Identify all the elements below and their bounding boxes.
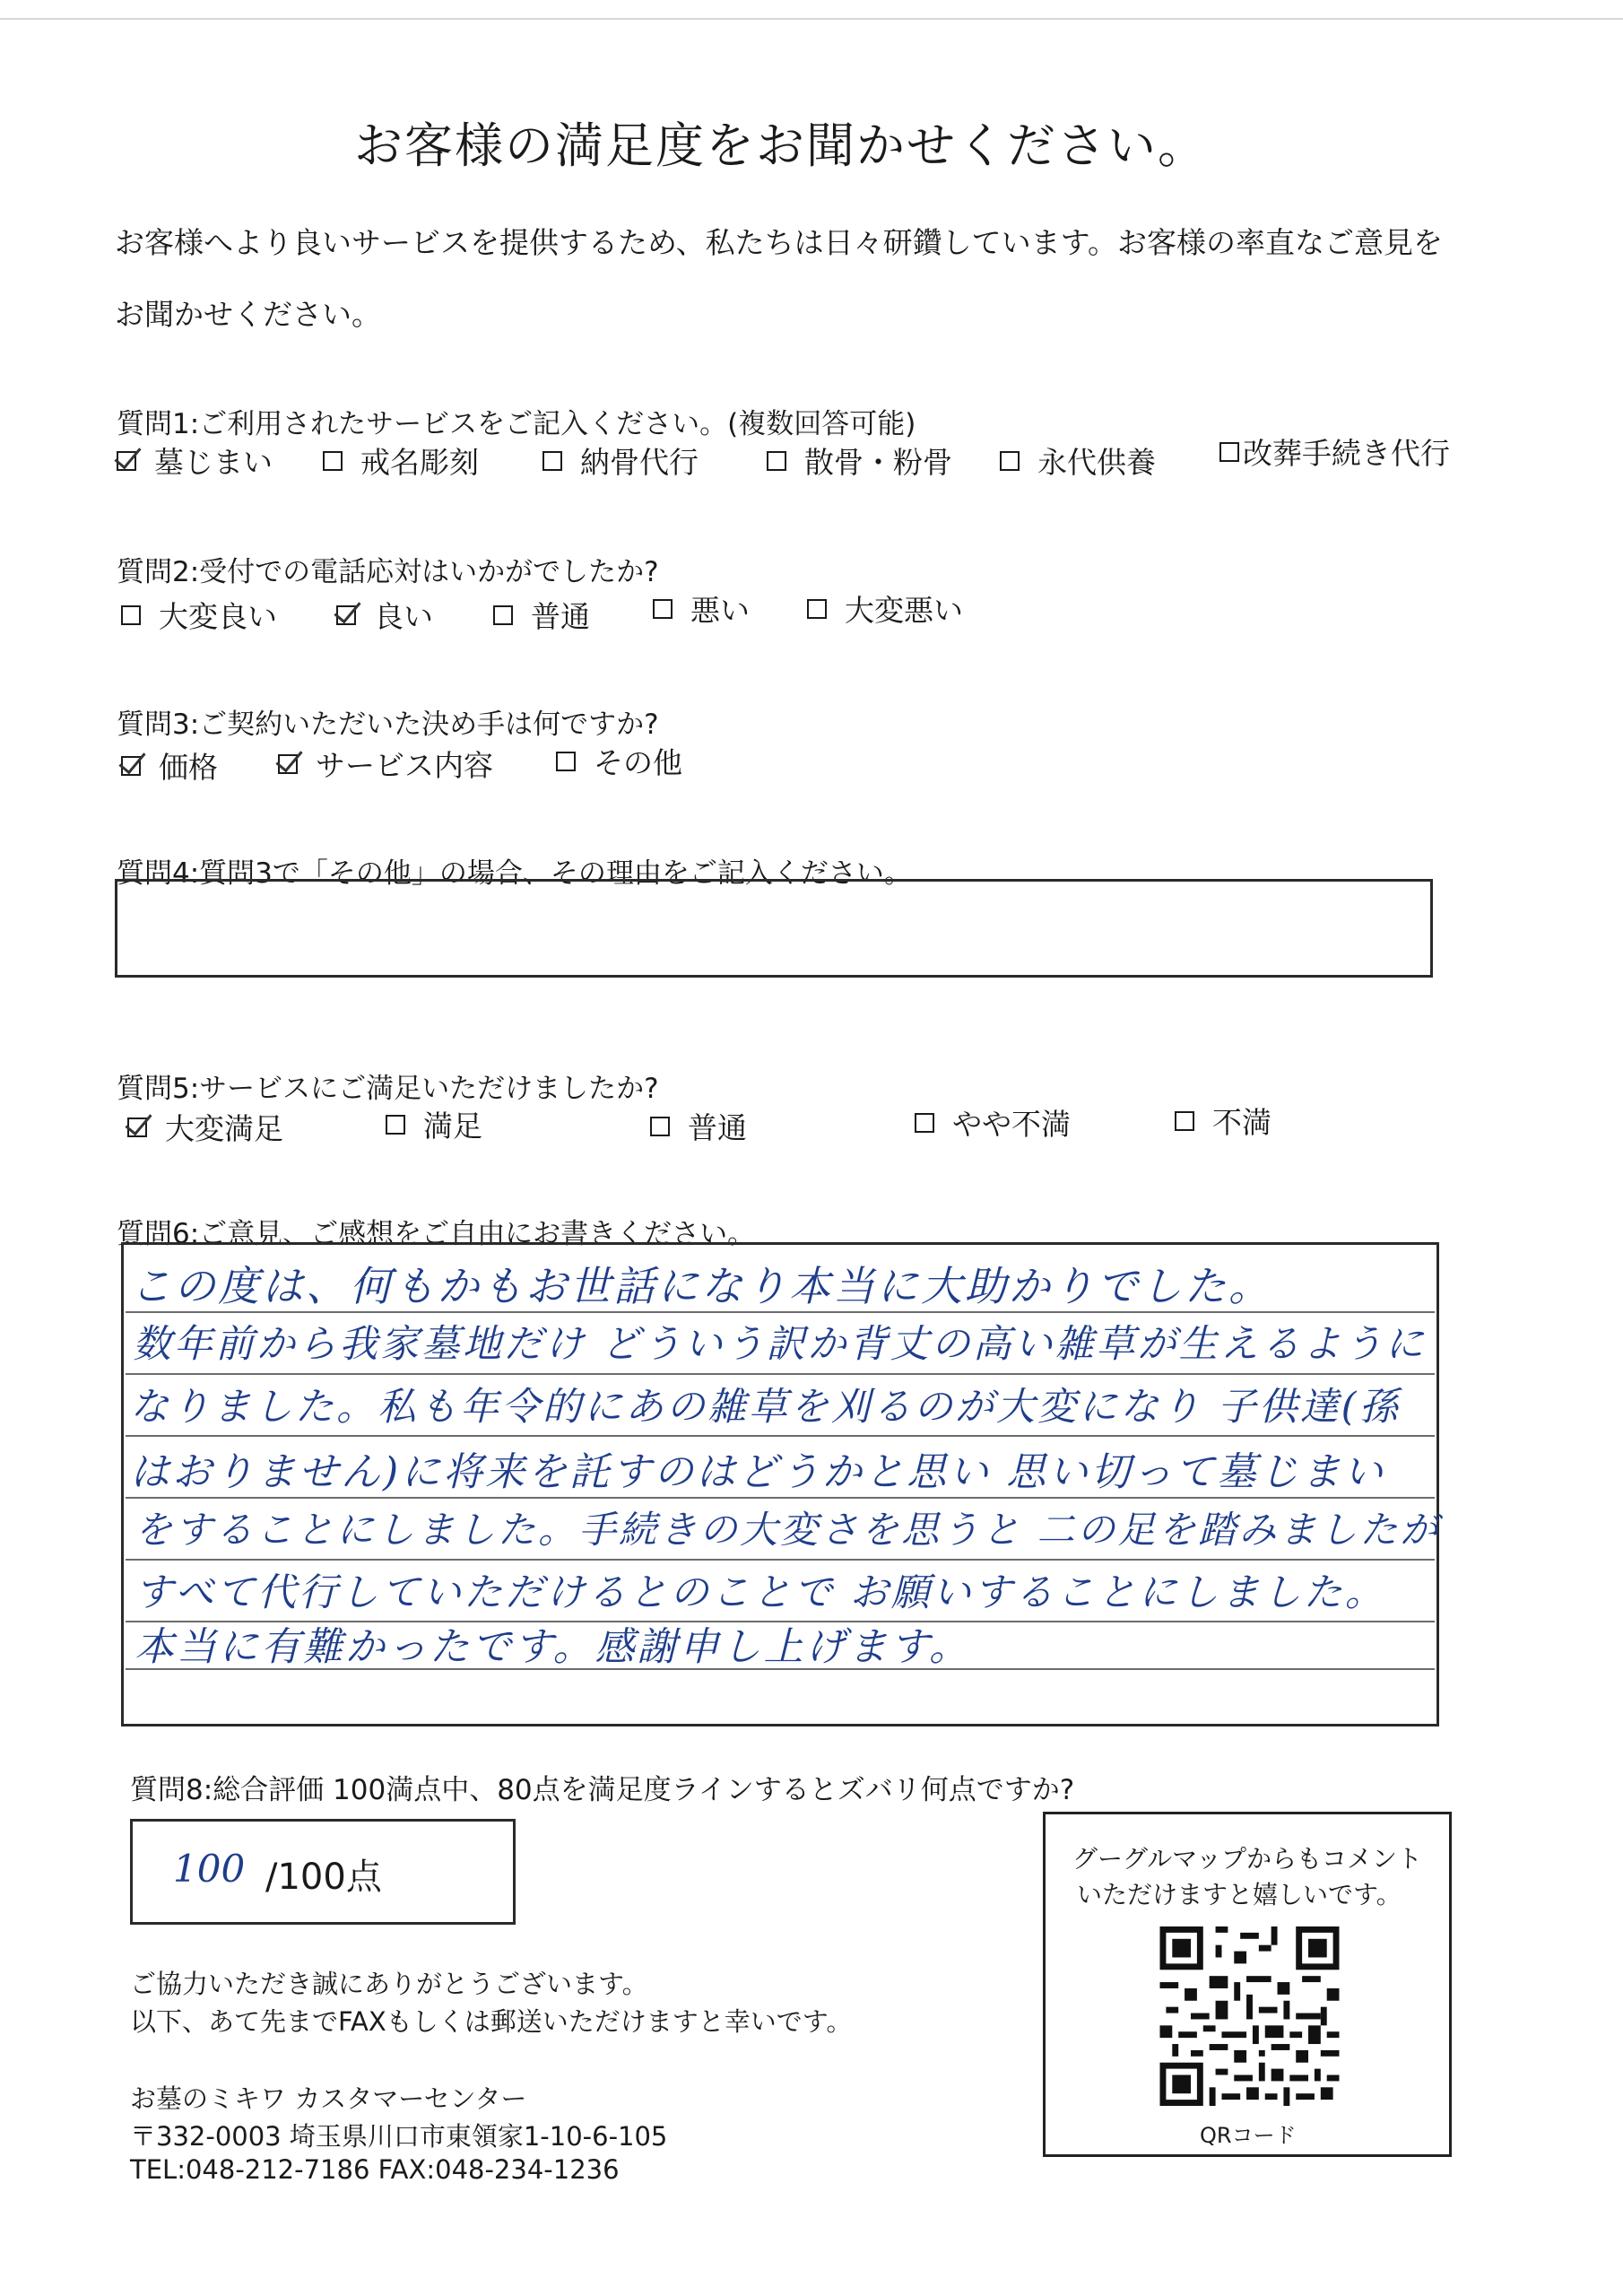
option-label: 墓じまい — [154, 445, 273, 480]
ruled-line — [126, 1559, 1435, 1561]
checkbox-icon[interactable] — [650, 1117, 670, 1136]
checkbox-checked-icon[interactable] — [336, 605, 356, 625]
handwritten-comment-line: をすることにしました。手続きの大変さを思うと 二の足を踏みましたが — [135, 1508, 1441, 1552]
q5-option-average[interactable] — [650, 1105, 747, 1147]
q1-option-posthumous-name[interactable] — [323, 439, 479, 482]
q5-option-very-satisfied[interactable] — [127, 1106, 283, 1148]
q3-option-other[interactable] — [556, 740, 682, 782]
q2-option-very-good[interactable] — [121, 594, 277, 636]
checkbox-icon[interactable] — [1219, 442, 1239, 462]
option-label: その他 — [594, 745, 682, 780]
checkbox-icon[interactable] — [386, 1115, 405, 1135]
q8-label: 質問8:総合評価 100満点中、80点を満足度ラインするとズバリ何点ですか? — [130, 1774, 1075, 1806]
q4-answer-field[interactable] — [115, 879, 1433, 978]
page-title: お客様の満足度をお聞かせください。 — [354, 117, 1208, 174]
checkbox-icon[interactable] — [653, 599, 673, 619]
handwritten-comment-line: この度は、何もかもお世話になり本当に大助かりでした。 — [130, 1262, 1272, 1310]
checkbox-checked-icon[interactable] — [117, 451, 136, 471]
checkbox-icon[interactable] — [767, 451, 786, 471]
qr-code-icon[interactable] — [1158, 1926, 1341, 2106]
checkbox-icon[interactable] — [915, 1113, 934, 1133]
option-label: 普通 — [688, 1110, 747, 1145]
checkbox-checked-icon[interactable] — [121, 756, 141, 776]
option-label: 納骨代行 — [580, 445, 699, 480]
option-label: 悪い — [690, 593, 750, 628]
paper-top-edge — [0, 18, 1623, 20]
option-label: 戒名彫刻 — [360, 445, 479, 480]
checkbox-icon[interactable] — [807, 599, 827, 619]
handwritten-comment-line: すべて代行していただけるとのことで お願いすることにしました。 — [135, 1570, 1386, 1615]
q3-option-service-content[interactable] — [278, 743, 493, 785]
q2-label: 質問2:受付での電話応対はいかがでしたか? — [117, 556, 659, 588]
q2-option-bad[interactable] — [653, 587, 750, 630]
q1-option-reburial-procedure[interactable] — [1219, 430, 1450, 473]
q1-option-grave-closure[interactable] — [117, 439, 273, 482]
footer-contact: TEL:048-212-7186 FAX:048-234-1236 — [130, 2154, 620, 2185]
ruled-line — [126, 1497, 1435, 1499]
footer-address: 〒332-0003 埼玉県川口市東領家1-10-6-105 — [130, 2121, 668, 2152]
qr-caption-line-1: グーグルマップからもコメント — [1072, 1844, 1423, 1874]
q3-option-price[interactable] — [121, 744, 218, 787]
checkbox-checked-icon[interactable] — [278, 754, 298, 774]
footer-company: お墓のミキワ カスタマーセンター — [130, 2083, 527, 2114]
handwritten-comment-line: なりました。私も年令的にあの雑草を刈るのが大変になり 子供達(孫 — [130, 1385, 1401, 1430]
checkbox-icon[interactable] — [121, 605, 141, 625]
checkbox-icon[interactable] — [542, 451, 562, 471]
q2-option-very-bad[interactable] — [807, 587, 963, 630]
option-label: 散骨・粉骨 — [804, 445, 952, 480]
q5-option-dissatisfied[interactable] — [1175, 1100, 1271, 1142]
handwritten-score: 100 — [173, 1847, 246, 1891]
option-label: 大変良い — [159, 599, 277, 634]
footer-thanks-line-2: 以下、あて先までFAXもしくは郵送いただけますと幸いです。 — [130, 2006, 853, 2037]
ruled-line — [126, 1435, 1435, 1437]
handwritten-comment-line: 数年前から我家墓地だけ どういう訳か背丈の高い雑草が生えるように — [133, 1322, 1427, 1367]
qr-panel — [1043, 1812, 1452, 2157]
checkbox-icon[interactable] — [556, 752, 576, 771]
q3-label: 質問3:ご契約いただいた決め手は何ですか? — [117, 709, 659, 741]
checkbox-icon[interactable] — [323, 451, 343, 471]
q1-option-perpetual-memorial[interactable] — [1000, 439, 1156, 482]
option-label: 永代供養 — [1037, 445, 1156, 480]
option-label: 普通 — [531, 599, 590, 634]
intro-line-2: お聞かせください。 — [115, 297, 381, 332]
checkbox-checked-icon[interactable] — [127, 1118, 147, 1137]
q1-option-scattering[interactable] — [767, 439, 952, 482]
option-label: 満足 — [423, 1109, 482, 1144]
option-label: 価格 — [159, 750, 218, 785]
q1-option-interment[interactable] — [542, 439, 699, 482]
footer-thanks-line-1: ご協力いただき誠にありがとうございます。 — [130, 1969, 648, 1999]
q5-option-satisfied[interactable] — [386, 1103, 482, 1145]
ruled-line — [126, 1373, 1435, 1375]
q6-label: 質問6:ご意見、ご感想をご自由にお書きください。 — [117, 1218, 756, 1250]
handwritten-comment-line: 本当に有難かったです。感謝申し上げます。 — [135, 1624, 971, 1670]
option-label: 改葬手続き代行 — [1243, 436, 1450, 471]
checkbox-icon[interactable] — [493, 605, 513, 625]
qr-caption-line-2: いただけますと嬉しいです。 — [1077, 1880, 1402, 1909]
checkbox-icon[interactable] — [1000, 451, 1020, 471]
option-label: 良い — [374, 599, 433, 634]
q4-label: 質問4:質問3で「その他」の場合、その理由をご記入ください。 — [117, 857, 912, 890]
qr-label: QRコード — [1200, 2123, 1297, 2148]
option-label: サービス内容 — [316, 748, 493, 783]
q2-option-good[interactable] — [336, 594, 433, 636]
intro-line-1: お客様へより良いサービスを提供するため、私たちは日々研鑽しています。お客様の率直なご意見を — [115, 225, 1444, 260]
checkbox-icon[interactable] — [1175, 1111, 1194, 1131]
option-label: 大変満足 — [165, 1111, 283, 1146]
q8-score-field[interactable] — [130, 1819, 516, 1925]
handwritten-comment-line: はおりません)に将来を託すのはどうかと思い 思い切って墓じまい — [130, 1449, 1386, 1495]
score-suffix: /100点 — [265, 1857, 382, 1898]
option-label: 大変悪い — [845, 593, 963, 628]
q5-option-somewhat-dissatisfied[interactable] — [915, 1101, 1071, 1144]
q1-label: 質問1:ご利用されたサービスをご記入ください。(複数回答可能) — [117, 408, 916, 440]
q5-label: 質問5:サービスにご満足いただけましたか? — [117, 1073, 659, 1105]
option-label: 不満 — [1212, 1105, 1271, 1140]
q2-option-average[interactable] — [493, 594, 590, 636]
option-label: やや不満 — [952, 1107, 1071, 1142]
